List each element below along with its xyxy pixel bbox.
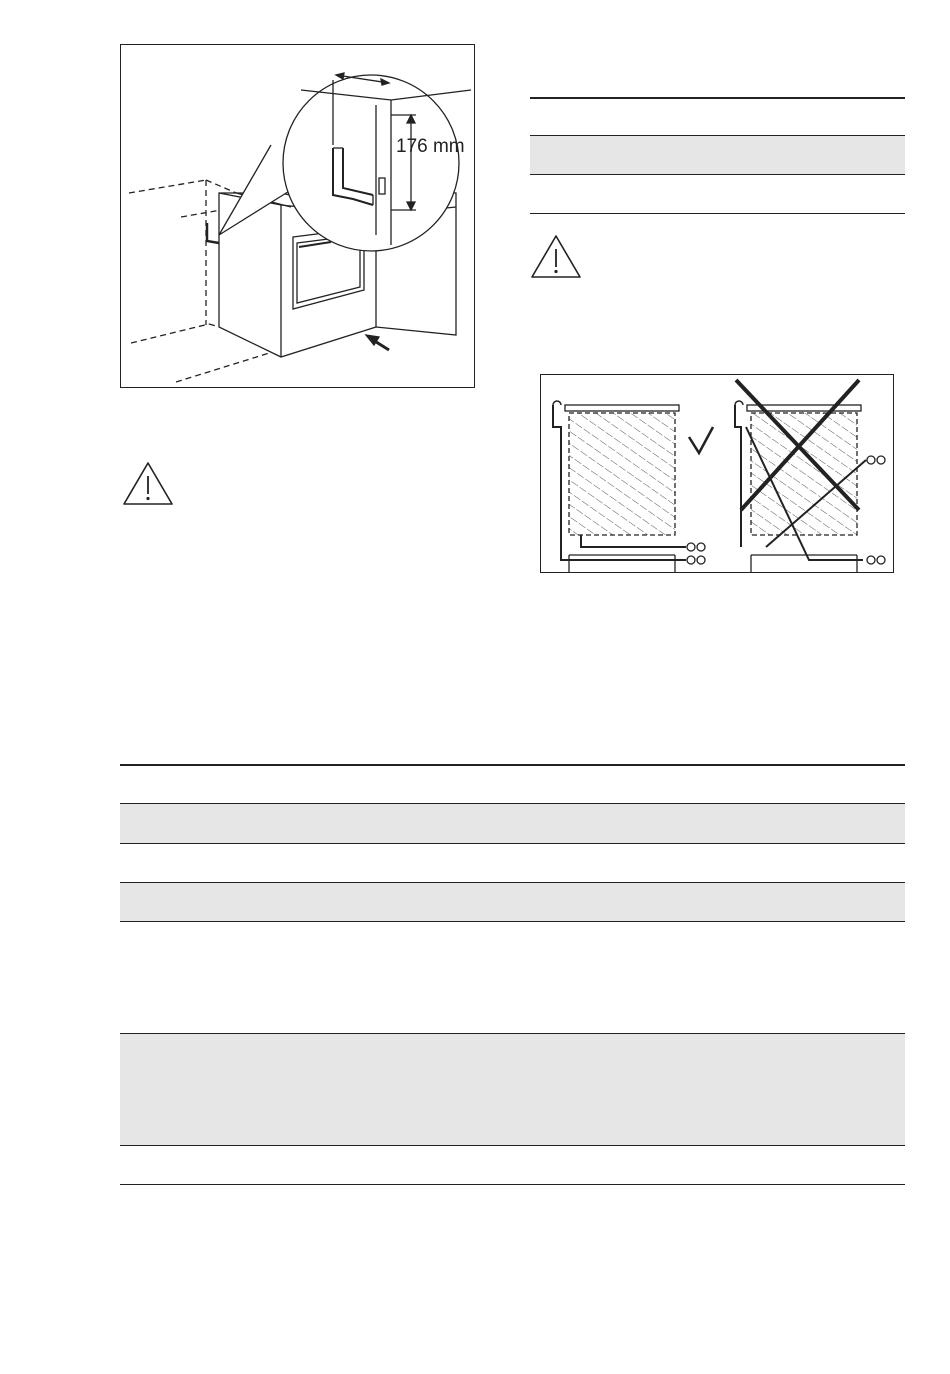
table-row [120,764,905,804]
warning-triangle-icon [121,460,175,508]
small-table [530,97,905,214]
table-row [530,97,905,136]
oven-anti-tilt-drawing [121,45,476,389]
table-row [120,804,905,844]
table-row [120,844,905,883]
cable-routing-drawing [541,375,895,574]
cable-routing-figure [540,374,894,573]
check-icon [689,427,713,453]
table-row [120,1034,905,1146]
table-row [530,136,905,175]
table-row [120,922,905,1034]
table-row [120,883,905,922]
warning-triangle-icon [529,233,583,281]
table-row [120,1146,905,1185]
incorrect-installation [735,380,885,572]
oven-anti-tilt-figure [120,44,475,388]
dimension-label: 176 mm [396,136,465,157]
table-row [530,175,905,214]
correct-installation [553,401,713,572]
technical-table [120,764,905,1185]
